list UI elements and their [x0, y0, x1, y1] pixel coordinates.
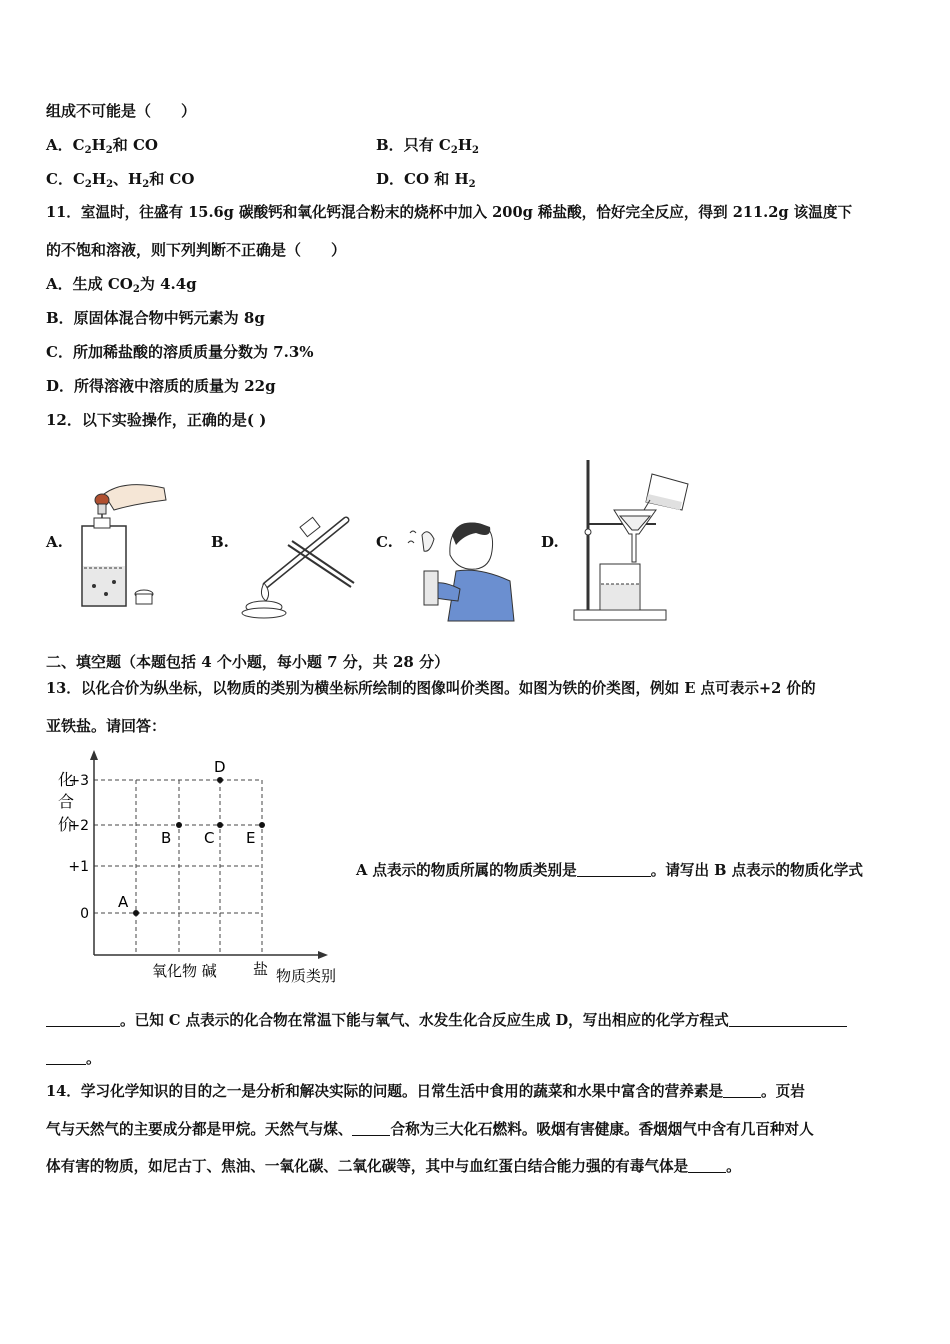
q14-line1: 14．学习化学知识的目的之一是分析和解决实际的问题。日常生活中食用的蔬菜和水果中富含的营养素是 。页岩: [46, 1083, 805, 1100]
y-tick-plus3: +3: [68, 773, 89, 789]
point-a: [133, 910, 139, 916]
answer-blank-b-formula[interactable]: [46, 1012, 120, 1027]
q13-line3: 。已知 C 点表示的化合物在常温下能与氧气、水发生化合反应生成 D，写出相应的化学方程式: [46, 1011, 847, 1031]
q11-option-c: C．所加稀盐酸的溶质质量分数为 7.3%: [46, 343, 314, 361]
answer-blank-fossil-fuel[interactable]: [352, 1121, 390, 1136]
answer-blank-a-class[interactable]: [577, 862, 651, 877]
q14-line2: 气与天然气的主要成分都是甲烷。天然气与煤、 合称为三大化石燃料。吸烟有害健康。香烟烟气中含有几百种对人: [46, 1121, 814, 1138]
q12-label-b: B.: [211, 533, 229, 551]
answer-blank-equation[interactable]: [729, 1012, 847, 1027]
q10-stem-tail: 组成不可能是（ ）: [46, 102, 197, 120]
point-e: [259, 822, 265, 828]
q13-stem-line2: 亚铁盐。请回答：: [46, 717, 167, 735]
iron-valence-chart: [44, 748, 354, 988]
point-label-b: B: [161, 829, 172, 847]
point-c: [217, 822, 223, 828]
smelling-gas-illustration: [400, 505, 520, 623]
filtration-illustration: [566, 454, 696, 624]
chart-points: [118, 758, 265, 916]
y-tick-plus1: +1: [68, 859, 89, 875]
q12-stem: 12．以下实验操作，正确的是( ): [46, 411, 267, 429]
q10-option-b: B．只有 $C_2H_2$: [376, 136, 479, 156]
q10-option-d: D．CO 和 $H_2$: [376, 170, 476, 190]
q14-line3: 体有害的物质，如尼古丁、焦油、一氧化碳、二氧化碳等，其中与血红蛋白结合能力强的有毒气体是 。: [46, 1158, 741, 1175]
ylabel-char-2: 合: [58, 792, 75, 811]
q12-label-d: D.: [541, 533, 559, 551]
q10-option-c: C．$C_2H_2$、$H_2$和 CO: [46, 170, 195, 190]
answer-blank-toxic-gas[interactable]: [688, 1158, 726, 1173]
q11-stem-line1: 11．室温时，往盛有 15.6g 碳酸钙和氧化钙混合粉末的烧杯中加入 200g 稀盐酸，恰好完全反应，得到 211.2g 该温度下: [46, 204, 853, 221]
q11-option-a: A．生成 $CO_2$为 4.4g: [46, 275, 197, 295]
section-2-title: 二、填空题（本题包括 4 个小题，每小题 7 分，共 28 分）: [46, 653, 450, 671]
q11-option-b: B．原固体混合物中钙元素为 8g: [46, 309, 265, 327]
point-label-c: C: [204, 829, 215, 847]
chart-grid: [94, 780, 262, 955]
q11-option-d: D．所得溶液中溶质的质量为 22g: [46, 377, 276, 395]
y-tick-plus2: +2: [68, 818, 89, 834]
q12-label-c: C.: [376, 533, 393, 551]
ylabel-char-1: 化: [58, 770, 75, 789]
q13-side-text: A 点表示的物质所属的物质类别是 。请写出 B 点表示的物质化学式: [356, 862, 863, 879]
q10-option-a: A．$C_2H_2$和 CO: [46, 136, 158, 156]
answer-blank-nutrient[interactable]: [723, 1083, 761, 1098]
q11-stem-line2: 的不饱和溶液，则下列判断不正确是（ ）: [46, 241, 347, 259]
point-label-a: A: [118, 893, 129, 911]
q12-label-a: A.: [46, 533, 63, 551]
x-category-oxide-base: 氧化物 碱: [152, 962, 217, 980]
x-axis-arrow: [318, 951, 328, 959]
answer-blank-equation-cont[interactable]: [46, 1050, 86, 1065]
ylabel-char-3: 价: [58, 815, 75, 834]
x-category-salt: 盐: [253, 960, 269, 978]
point-label-e: E: [246, 829, 256, 847]
test-tube-heating-illustration: [236, 505, 361, 620]
q13-line4: 。: [46, 1048, 101, 1068]
y-axis-arrow: [90, 750, 98, 760]
point-label-d: D: [214, 758, 226, 776]
xlabel: 物质类别: [276, 967, 337, 985]
y-tick-0: 0: [80, 906, 89, 922]
point-d: [217, 777, 223, 783]
dropper-bottle-illustration: [74, 474, 174, 614]
point-b: [176, 822, 182, 828]
q13-stem-line1: 13．以化合价为纵坐标，以物质的类别为横坐标所绘制的图像叫价类图。如图为铁的价类图，例如 E 点可表示+2 价的: [46, 680, 816, 697]
